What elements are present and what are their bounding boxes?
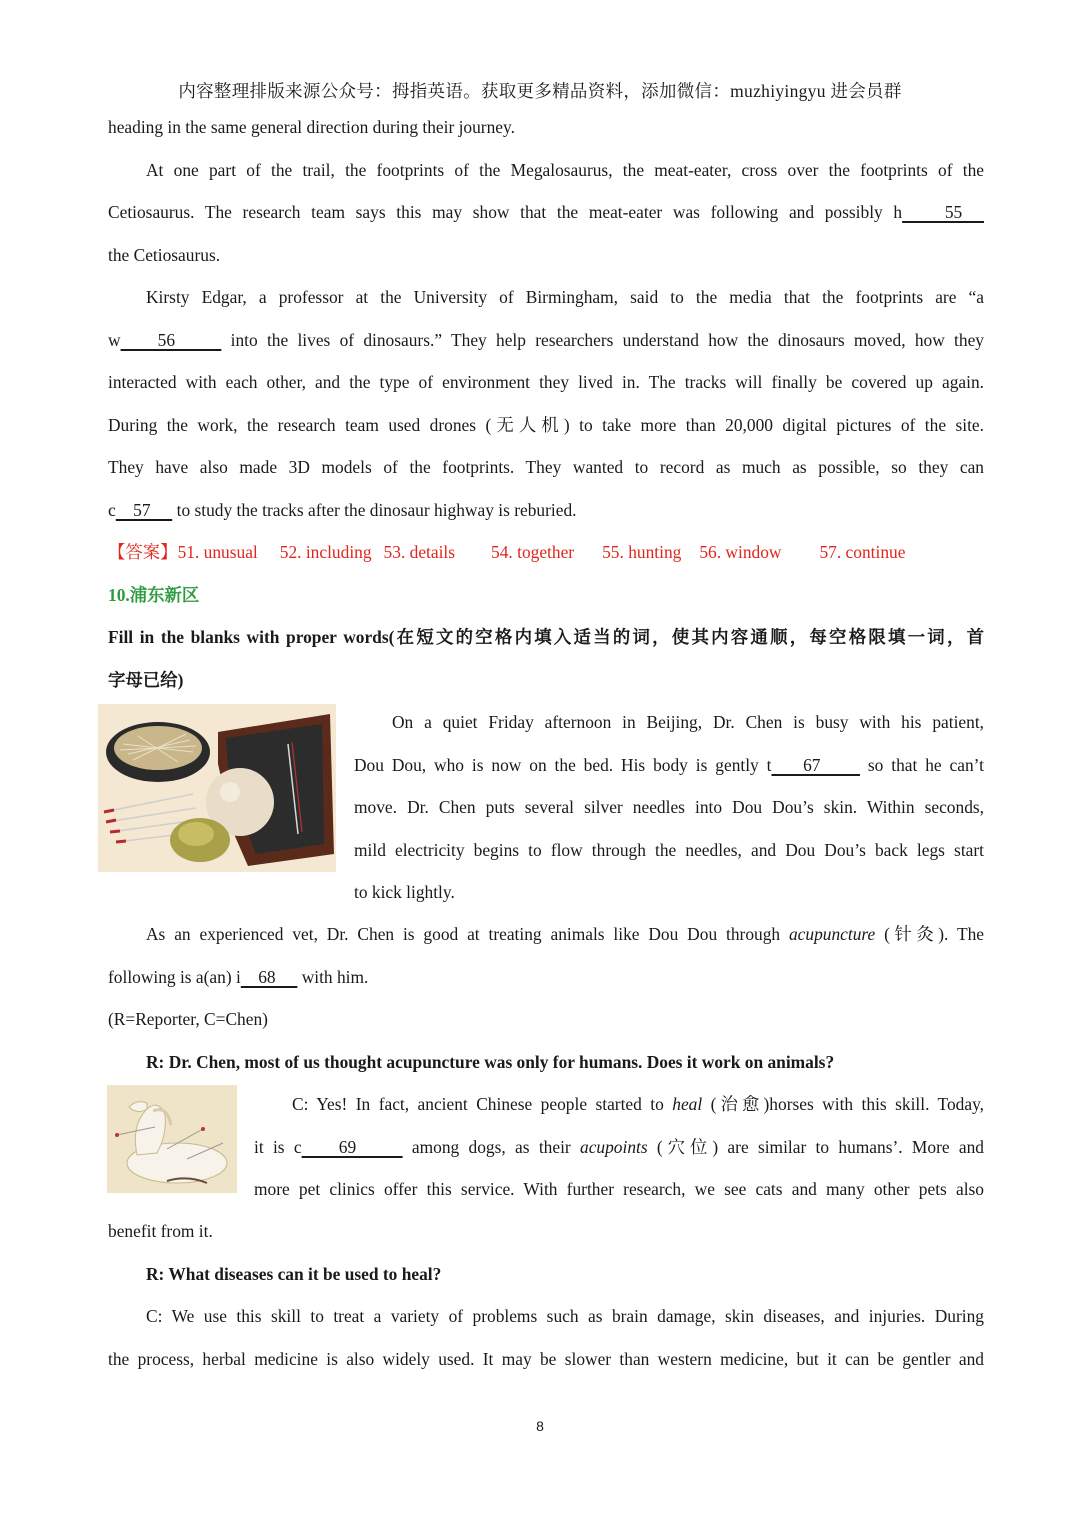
text-line: As an experienced vet, Dr. Chen is good at treating animals like Dou Dou through acupuncture (针灸). The [146, 924, 984, 944]
text-line: interacted with each other, and the type of environment they lived in. The tracks will finally be covered up again. [108, 372, 984, 392]
text-line: At one part of the trail, the footprints of the Megalosaurus, the meat-eater, cross over the footprints of the [146, 159, 984, 180]
blank-67[interactable]: 67 [771, 754, 860, 775]
answer-item: 54. together [491, 542, 575, 562]
horse-image [107, 1085, 237, 1193]
page-number: 8 [536, 1418, 544, 1434]
answer-item: 55. hunting [602, 542, 682, 562]
text-line: C: We use this skill to treat a variety of problems such as brain damage, skin diseases, and injuries. During [146, 1306, 984, 1326]
answer-item: 52. including [279, 542, 372, 562]
answer-key [108, 531, 984, 574]
text-line: c 57 to study the tracks after the dinosaur highway is reburied. [108, 499, 577, 520]
text-line: the Cetiosaurus. [108, 244, 221, 265]
blank-57[interactable]: 57 [115, 499, 173, 520]
legend-line: (R=Reporter, C=Chen) [108, 1009, 268, 1029]
answer-label: 【答案】 [108, 542, 178, 562]
text-line: to kick lightly. [354, 882, 455, 902]
answer-item: 56. window [699, 542, 782, 562]
page-header: 内容整理排版来源公众号：拇指英语。获取更多精品资料，添加微信：muzhiyingyu 进会员群 [178, 81, 902, 101]
text-line: it is c 69 among dogs, as their acupoints (穴位) are similar to humans’. More and [254, 1136, 984, 1157]
instruction-line: 字母已给) [108, 669, 184, 690]
blank-55[interactable]: 55 [902, 202, 984, 222]
blank-69[interactable]: 69 [301, 1136, 403, 1157]
passage-middle [108, 913, 984, 1083]
text-line: They have also made 3D models of the footprints. They wanted to record as much as possible, so they can [108, 457, 984, 477]
text-line: more pet clinics offer this service. With further research, we see cats and many other pets also [254, 1179, 984, 1199]
text-line: Cetiosaurus. The research team says this may show that the meat-eater was following and possibly h 55 [108, 202, 984, 222]
question-line: R: Dr. Chen, most of us thought acupuncture was only for humans. Does it work on animals? [146, 1051, 835, 1072]
text-line: During the work, the research team used drones (无人机) to take more than 20,000 digital pictures of the site. [108, 414, 984, 435]
passage-top [108, 106, 984, 701]
text-line: C: Yes! In fact, ancient Chinese people started to heal (治愈)horses with this skill. Today, [292, 1094, 984, 1114]
answer-item: 57. continue [819, 542, 906, 562]
blank-56[interactable]: 56 [120, 329, 222, 350]
answer-item: 51. unusual [177, 542, 258, 562]
question-line: R: What diseases can it be used to heal? [146, 1263, 442, 1284]
answer-1-wrap [254, 1083, 984, 1211]
text-line: w 56 into the lives of dinosaurs.” They help researchers understand how the dinosaurs moved, how they [108, 329, 984, 350]
acupuncture-needles-image [98, 704, 336, 872]
passage-p4 [354, 701, 984, 914]
answer-item: 53. details [383, 542, 456, 562]
text-line: following is a(an) i 68 with him. [108, 966, 369, 987]
section-title: 10.浦东新区 [108, 584, 200, 605]
text-line: heading in the same general direction during their journey. [108, 117, 515, 137]
text-line: On a quiet Friday afternoon in Beijing, Dr. Chen is busy with his patient, [392, 712, 984, 732]
text-line: mild electricity begins to flow through the needles, and Dou Dou’s back legs start [354, 839, 984, 860]
text-line: move. Dr. Chen puts several silver needles into Dou Dou’s skin. Within seconds, [354, 797, 984, 817]
text-line: benefit from it. [108, 1221, 213, 1241]
passage-bottom [108, 1210, 984, 1380]
blank-68[interactable]: 68 [240, 966, 298, 987]
text-line: Kirsty Edgar, a professor at the University of Birmingham, said to the media that the footprints are “a [146, 287, 984, 307]
text-line: Dou Dou, who is now on the bed. His body is gently t 67 so that he can’t [354, 754, 984, 775]
text-line: the process, herbal medicine is also widely used. It may be slower than western medicine, but it can be gentler and [108, 1348, 984, 1369]
instruction-line: Fill in the blanks with proper words(在短文的空格内填入适当的词，使其内容通顺，每空格限填一词，首 [108, 627, 984, 647]
